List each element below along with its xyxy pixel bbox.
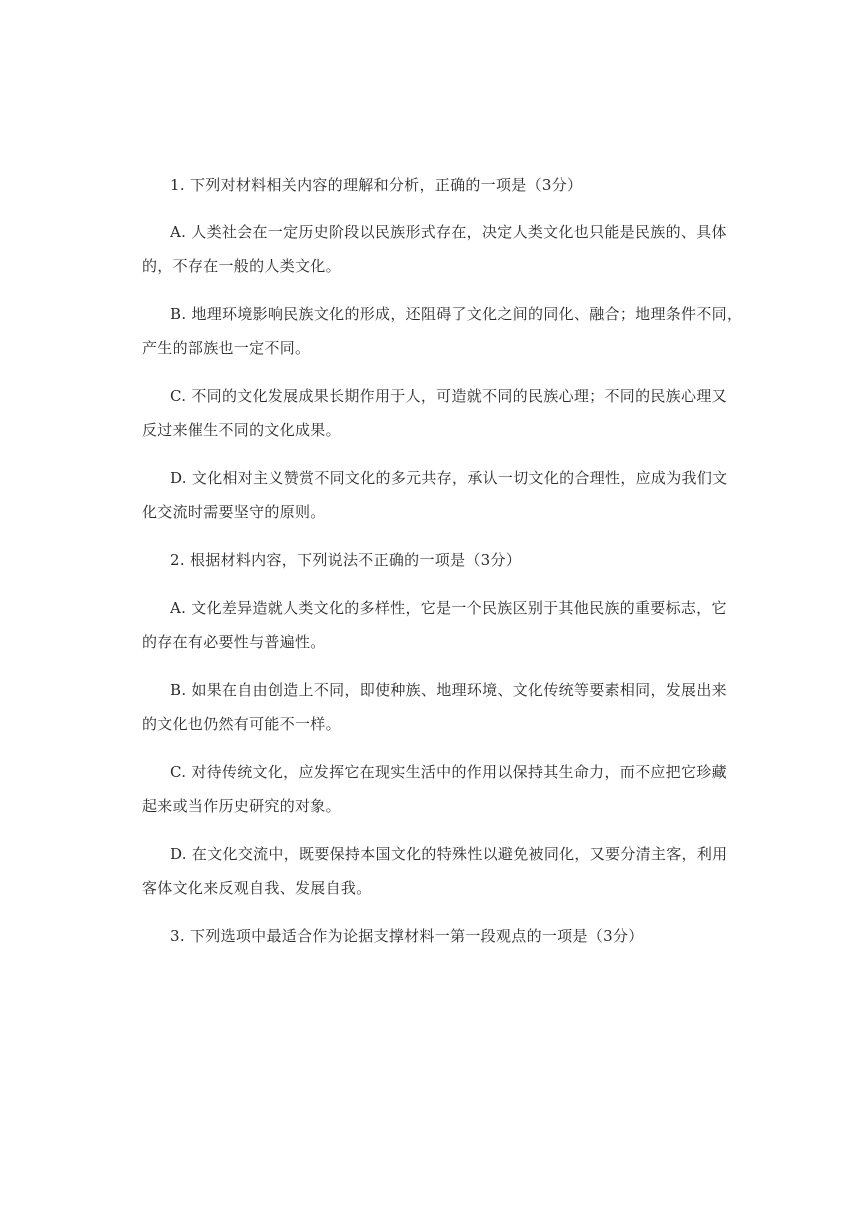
q2-option-a-line-1: A. 文化差异造就人类文化的多样性，它是一个民族区别于其他民族的重要标志，它 xyxy=(170,599,727,617)
question-2-stem: 2. 根据材料内容，下列说法不正确的一项是（3分） xyxy=(170,551,522,569)
q2-option-a-line-2: 的存在有必要性与普遍性。 xyxy=(142,633,326,651)
question-3-stem: 3. 下列选项中最适合作为论据支撑材料一第一段观点的一项是（3分） xyxy=(170,927,644,945)
q2-option-b-line-2: 的文化也仍然有可能不一样。 xyxy=(142,715,341,733)
q1-option-d-line-1: D. 文化相对主义赞赏不同文化的多元共存，承认一切文化的合理性，应成为我们文 xyxy=(170,469,728,487)
q1-option-c-line-1: C. 不同的文化发展成果长期作用于人，可造就不同的民族心理；不同的民族心理又 xyxy=(170,387,727,405)
q1-option-a-line-1: A. 人类社会在一定历史阶段以民族形式存在，决定人类文化也只能是民族的、具体 xyxy=(170,223,727,241)
q2-option-c-line-1: C. 对待传统文化，应发挥它在现实生活中的作用以保持其生命力，而不应把它珍藏 xyxy=(170,763,727,781)
q2-option-c-line-2: 起来或当作历史研究的对象。 xyxy=(142,797,341,815)
q1-option-b-line-2: 产生的部族也一定不同。 xyxy=(142,339,311,357)
q2-option-b-line-1: B. 如果在自由创造上不同，即使种族、地理环境、文化传统等要素相同，发展出来 xyxy=(170,681,727,699)
q1-option-c-line-2: 反过来催生不同的文化成果。 xyxy=(142,421,341,439)
q2-option-d-line-2: 客体文化来反观自我、发展自我。 xyxy=(142,879,372,897)
q1-option-b-line-1: B. 地理环境影响民族文化的形成，还阻碍了文化之间的同化、融合；地理条件不同， xyxy=(170,305,743,323)
q2-option-d-line-1: D. 在文化交流中，既要保持本国文化的特殊性以避免被同化，又要分清主客，利用 xyxy=(170,845,728,863)
q1-option-a-line-2: 的，不存在一般的人类文化。 xyxy=(142,257,341,275)
q1-option-d-line-2: 化交流时需要坚守的原则。 xyxy=(142,503,326,521)
question-1-stem: 1. 下列对材料相关内容的理解和分析，正确的一项是（3分） xyxy=(170,176,583,194)
